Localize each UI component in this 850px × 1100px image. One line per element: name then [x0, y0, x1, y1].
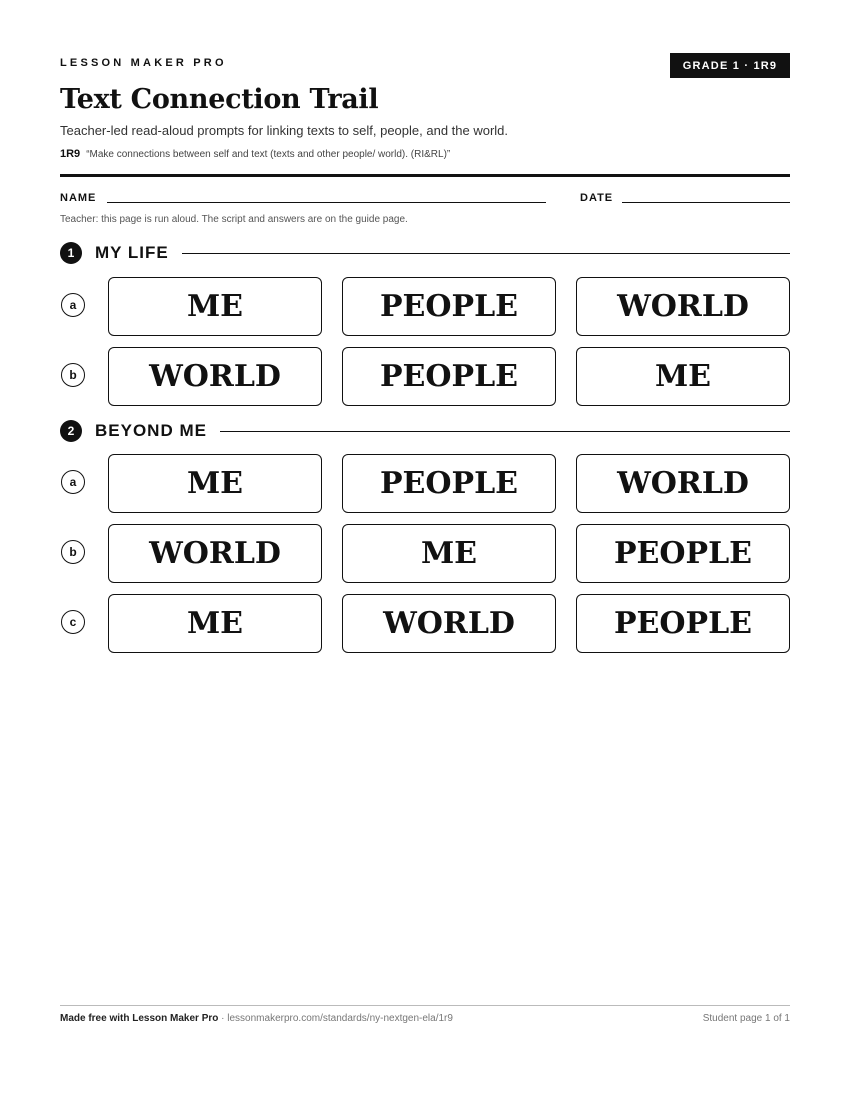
word-card[interactable]: ME	[108, 277, 322, 336]
footer-made-with: Made free with Lesson Maker Pro	[60, 1013, 219, 1024]
word-card[interactable]: PEOPLE	[576, 594, 790, 653]
word-card[interactable]: PEOPLE	[576, 524, 790, 583]
section-my-life-header	[60, 242, 790, 264]
word-card[interactable]: PEOPLE	[342, 454, 556, 513]
prompt-row-2a	[60, 454, 790, 514]
word-card[interactable]: WORLD	[576, 277, 790, 336]
header-divider	[60, 174, 790, 177]
page-subtitle: Teacher-led read-aloud prompts for linking texts to self, people, and the world.	[60, 123, 509, 138]
word-card[interactable]: WORLD	[342, 594, 556, 653]
word-card[interactable]: ME	[108, 454, 322, 513]
section-divider	[182, 253, 790, 254]
row-letter-badge: b	[61, 540, 85, 564]
standard-line	[60, 148, 450, 160]
name-label: NAME	[60, 192, 97, 204]
footer-page-label: Student page 1 of 1	[702, 1013, 790, 1024]
row-letter-badge: a	[61, 470, 85, 494]
word-card[interactable]: WORLD	[576, 454, 790, 513]
teacher-note: Teacher: this page is run aloud. The script and answers are on the guide page.	[60, 214, 408, 225]
word-card[interactable]: PEOPLE	[342, 347, 556, 406]
word-card[interactable]: PEOPLE	[342, 277, 556, 336]
word-card[interactable]: ME	[108, 594, 322, 653]
section-beyond-me-header	[60, 420, 790, 442]
date-label: DATE	[580, 192, 614, 204]
standard-code: 1R9	[60, 148, 81, 160]
prompt-row-1a	[60, 277, 790, 337]
word-card[interactable]: WORLD	[108, 347, 322, 406]
worksheet-page	[60, 0, 790, 1100]
prompt-row-2b	[60, 524, 790, 584]
footer-url[interactable]: · lessonmakerpro.com/standards/ny-nextgen-ela/1r9	[218, 1013, 453, 1024]
grade-badge: GRADE 1 · 1R9	[670, 53, 790, 78]
word-card[interactable]: ME	[576, 347, 790, 406]
section-title: BEYOND ME	[95, 421, 207, 440]
standard-text: “Make connections between self and text (texts and other people/ world). (RI&RL)”	[86, 149, 451, 160]
section-number-badge: 1	[60, 242, 82, 264]
row-letter-badge: a	[61, 293, 85, 317]
prompt-row-2c	[60, 594, 790, 654]
footer-divider	[60, 1005, 790, 1006]
section-number-badge: 2	[60, 420, 82, 442]
row-letter-badge: b	[61, 363, 85, 387]
section-divider	[220, 431, 790, 432]
prompt-row-1b	[60, 347, 790, 407]
section-title: MY LIFE	[95, 243, 169, 262]
date-field[interactable]	[622, 202, 790, 203]
row-letter-badge: c	[61, 610, 85, 634]
word-card[interactable]: WORLD	[108, 524, 322, 583]
name-field[interactable]	[107, 202, 546, 203]
brand-name: LESSON MAKER PRO	[60, 57, 227, 69]
word-card[interactable]: ME	[342, 524, 556, 583]
footer-credit	[60, 1013, 453, 1024]
page-title: Text Connection Trail	[60, 84, 379, 115]
